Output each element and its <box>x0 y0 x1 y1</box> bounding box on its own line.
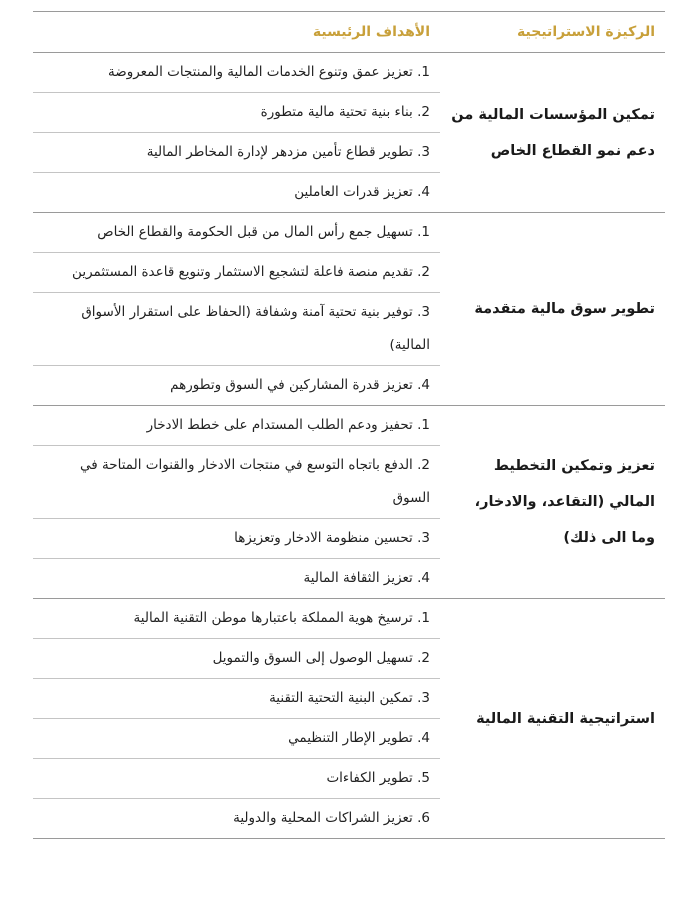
table-row <box>33 599 665 639</box>
goal-item: 2. تقديم منصة فاعلة لتشجيع الاستثمار وتنويع قاعدة المستثمرين <box>33 253 440 293</box>
goal-item: 3. تحسين منظومة الادخار وتعزيزها <box>33 519 440 559</box>
goal-item: 2. الدفع باتجاه التوسع في منتجات الادخار والقنوات المتاحة في السوق <box>33 446 440 519</box>
goal-item: 3. تطوير قطاع تأمين مزدهر لإدارة المخاطر المالية <box>33 133 440 173</box>
table-row <box>33 406 665 446</box>
goal-item: 4. تعزيز الثقافة المالية <box>33 559 440 599</box>
pillar-name: تطوير سوق مالية متقدمة <box>440 213 665 406</box>
pillar-name: تعزيز وتمكين التخطيط المالي (التقاعد، والادخار، وما الى ذلك) <box>440 406 665 599</box>
goal-item: 6. تعزيز الشراكات المحلية والدولية <box>33 799 440 839</box>
header-pillar: الركيزة الاستراتيجية <box>440 12 665 53</box>
table-body <box>33 53 665 839</box>
goal-item: 3. توفير بنية تحتية آمنة وشفافة (الحفاظ على استقرار الأسواق المالية) <box>33 293 440 366</box>
goal-item: 5. تطوير الكفاءات <box>33 759 440 799</box>
goal-item: 1. تعزيز عمق وتنوع الخدمات المالية والمنتجات المعروضة <box>33 53 440 93</box>
header-goals: الأهداف الرئيسية <box>33 12 440 53</box>
goal-item: 4. تطوير الإطار التنظيمي <box>33 719 440 759</box>
goal-item: 1. ترسيخ هوية المملكة باعتبارها موطن التقنية المالية <box>33 599 440 639</box>
goal-item: 4. تعزيز قدرة المشاركين في السوق وتطورهم <box>33 366 440 406</box>
goal-item: 1. تسهيل جمع رأس المال من قبل الحكومة والقطاع الخاص <box>33 213 440 253</box>
goal-item: 1. تحفيز ودعم الطلب المستدام على خطط الادخار <box>33 406 440 446</box>
goal-item: 2. تسهيل الوصول إلى السوق والتمويل <box>33 639 440 679</box>
goal-item: 4. تعزيز قدرات العاملين <box>33 173 440 213</box>
goal-item: 2. بناء بنية تحتية مالية متطورة <box>33 93 440 133</box>
goal-item: 3. تمكين البنية التحتية التقنية <box>33 679 440 719</box>
table-row <box>33 213 665 253</box>
table-row <box>33 53 665 93</box>
pillar-name: تمكين المؤسسات المالية من دعم نمو القطاع الخاص <box>440 53 665 213</box>
header-row <box>33 12 665 53</box>
pillar-name: استراتيجية التقنية المالية <box>440 599 665 839</box>
strategy-table <box>33 11 665 839</box>
